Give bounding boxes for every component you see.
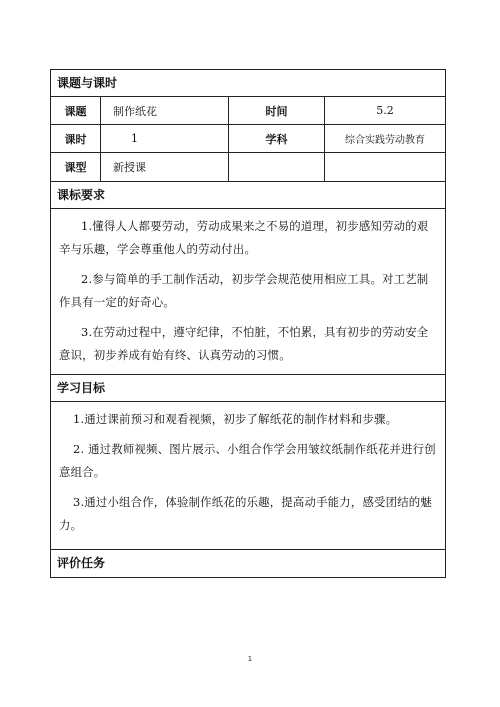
requirement-item: 1.懂得人人都要劳动，劳动成果来之不易的道理，初步感知劳动的艰辛与乐趣，学会尊重他人的劳动付出。: [59, 219, 429, 256]
info-row-period: [51, 125, 445, 153]
requirement-item: 3.在劳动过程中，遵守纪律，不怕脏，不怕累，具有初步的劳动安全意识，初步养成有始有终、认真劳动的习惯。: [59, 325, 429, 362]
requirements-block: [51, 209, 445, 375]
section-heading-course-hours: 课题与课时: [51, 70, 445, 97]
section-heading-goals: 学习目标: [51, 375, 445, 402]
section-heading-requirements: 课标要求: [51, 182, 445, 209]
goal-item: 1.通过课前预习和观看视频，初步了解纸花的制作材料和步骤。: [73, 412, 398, 426]
info-row-topic: [51, 97, 445, 125]
section-heading-evaluation: 评价任务: [57, 556, 106, 570]
type-value: 新授课: [101, 153, 229, 181]
subject-label: 学科: [229, 125, 325, 152]
goal-item: 3.通过小组合作，体验制作纸花的乐趣，提高动手能力，感受团结的魅力。: [59, 495, 432, 532]
goals-block: [51, 402, 445, 550]
topic-value: 制作纸花: [101, 97, 229, 124]
lesson-plan-table: [50, 69, 446, 578]
empty-cell: [325, 153, 445, 181]
type-label: 课型: [51, 153, 101, 181]
info-row-type: [51, 153, 445, 182]
subject-value: 综合实践劳动教育: [345, 135, 425, 146]
topic-label: 课题: [51, 97, 101, 124]
requirement-item: 2.参与简单的手工制作活动，初步学会规范使用相应工具。对工艺制作具有一定的好奇心。: [59, 272, 429, 309]
empty-cell: [229, 153, 325, 181]
time-label: 时间: [229, 97, 325, 124]
time-value: 5.2: [376, 104, 394, 117]
period-value: 1: [101, 125, 229, 152]
goal-item: 2. 通过教师视频、图片展示、小组合作学会用皱纹纸制作纸花并进行创意组合。: [59, 442, 436, 479]
period-label: 课时: [51, 125, 101, 152]
page-number: 1: [247, 655, 253, 663]
